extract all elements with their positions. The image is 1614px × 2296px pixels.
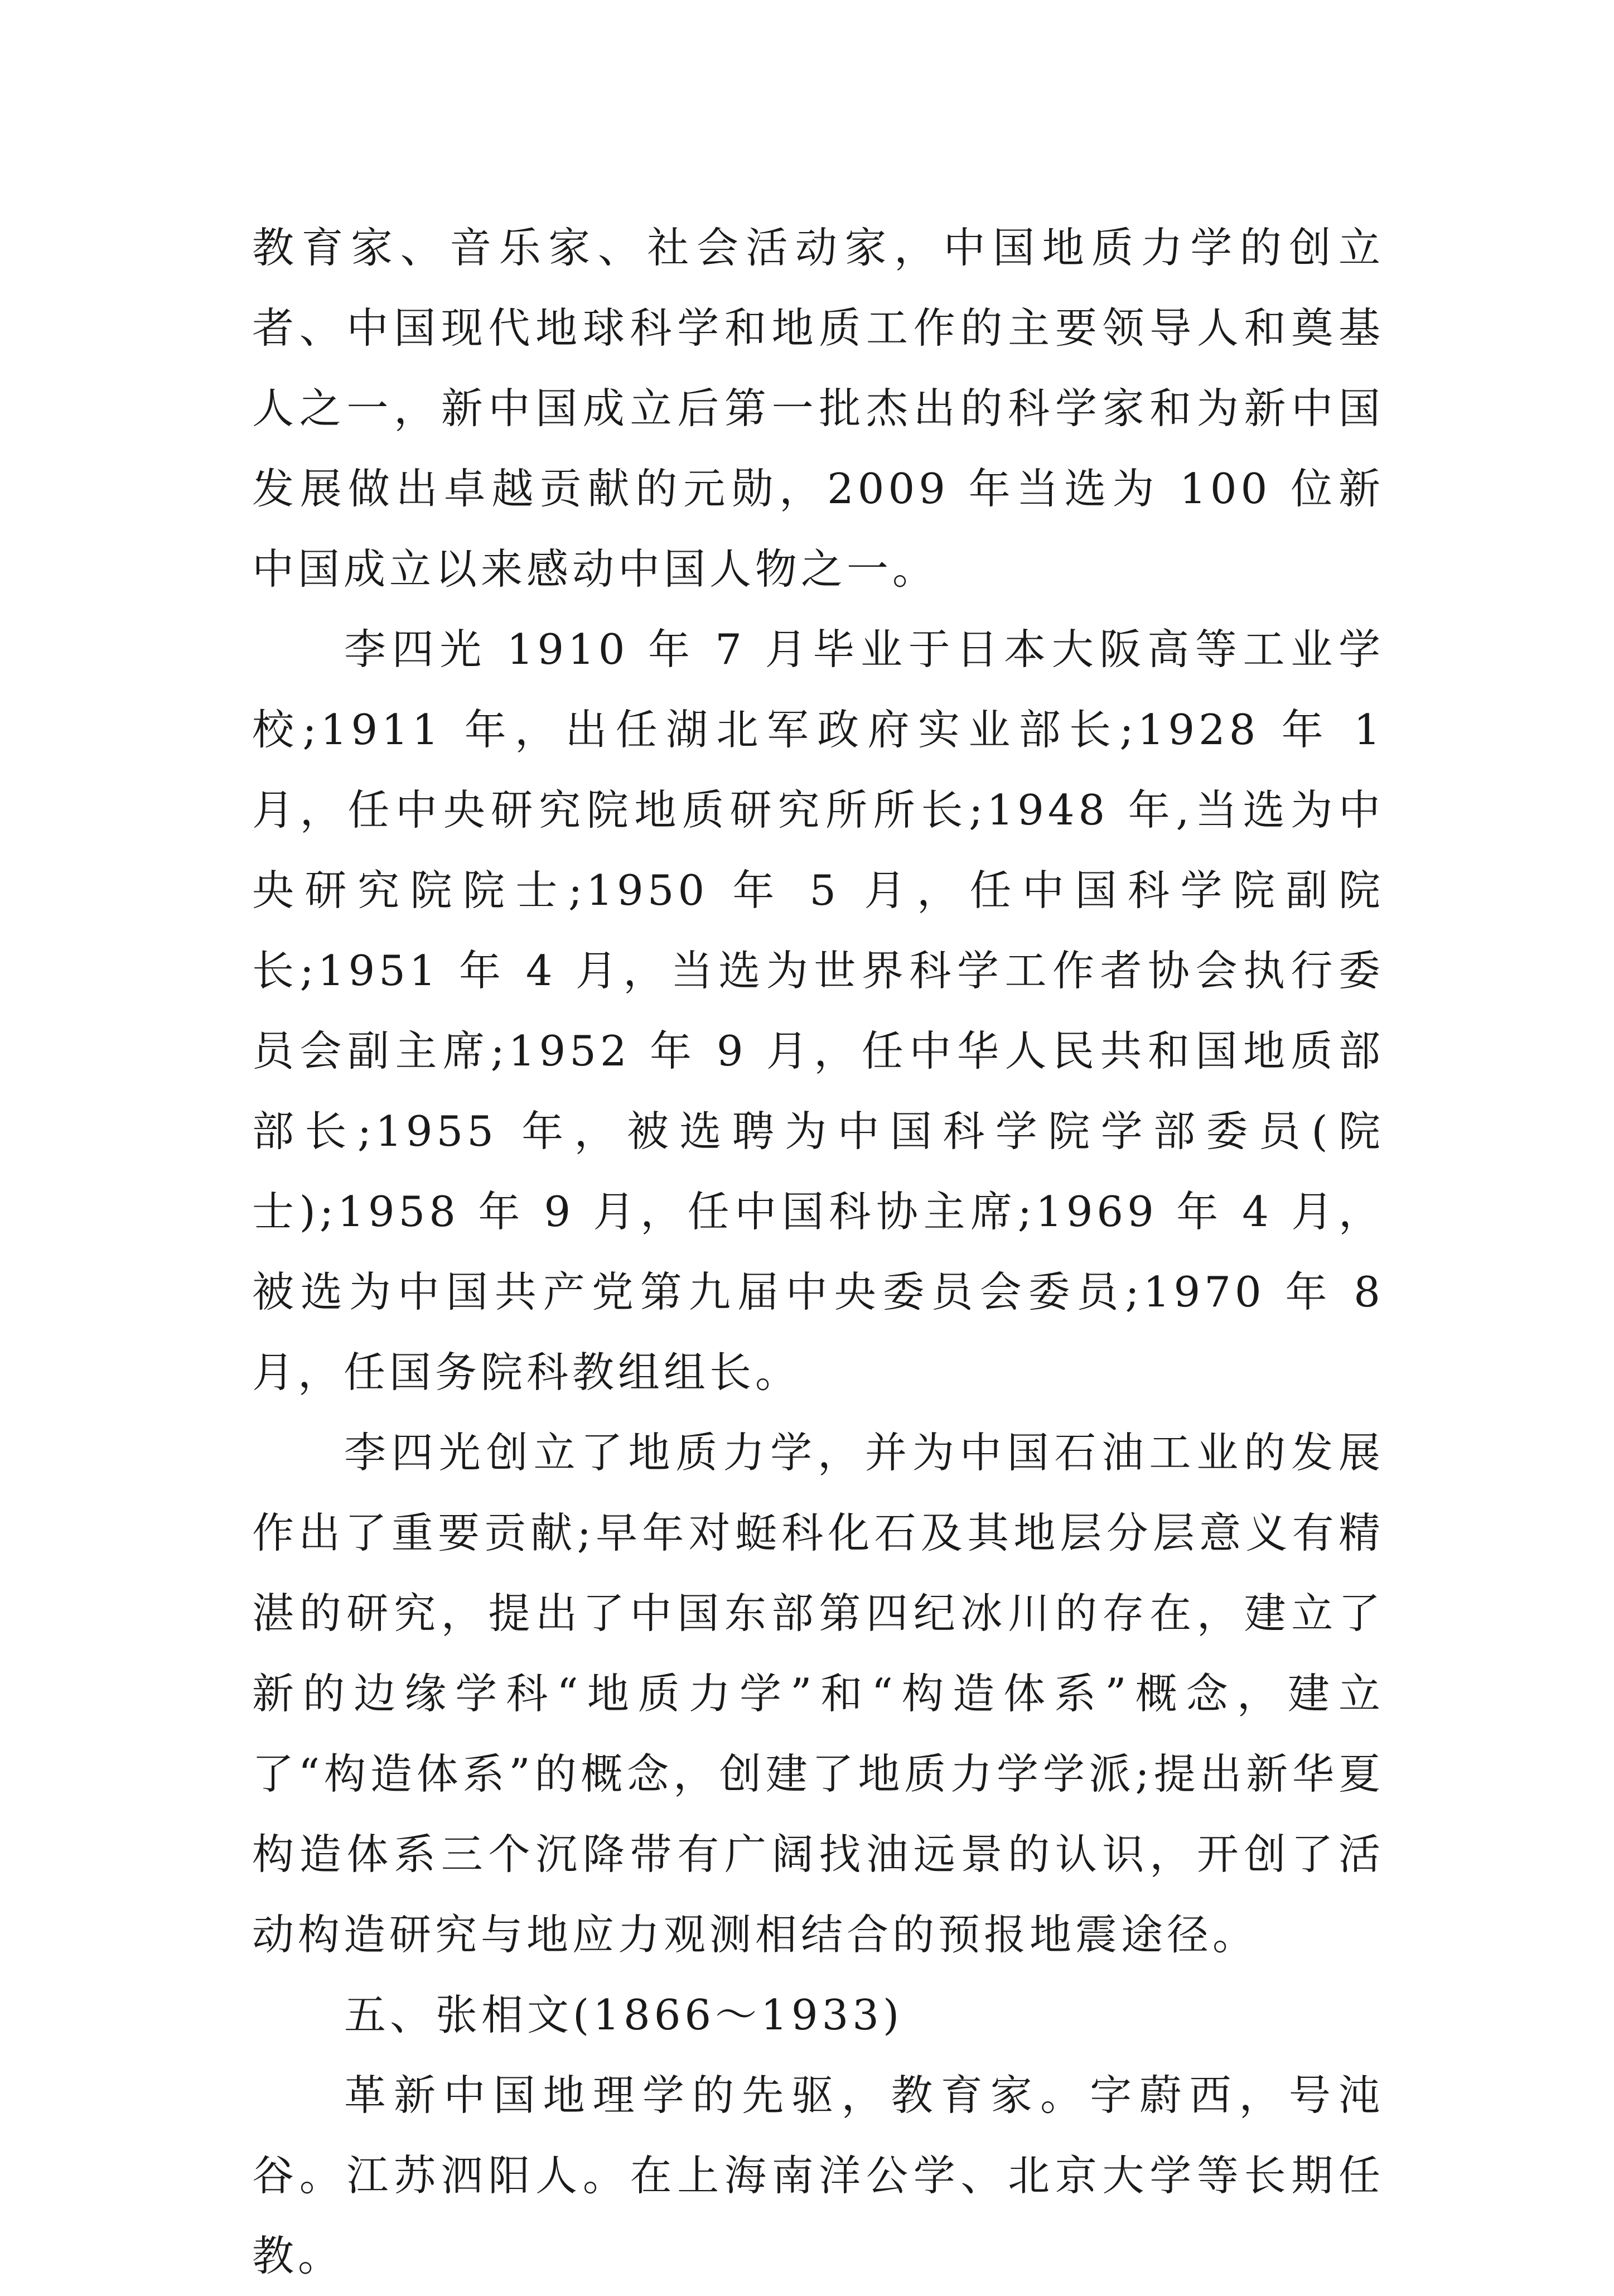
paragraph-career: 李四光 1910 年 7 月毕业于日本大阪高等工业学校;1911 年，出任湖北军政府实业部长;1928 年 1 月，任中央研究院地质研究所所长;1948 年,当选为中央研究院院士;1950 年 5 月，任中国科学院副院长;1951 年 4 月，当选为世界科学工作者协会执行委员会副主席;1952 年 9 月，任中华人民共和国地质部部长;1955 年，被选聘为中国科学院学部委员(院士);1958 年 9 月，任中国科协主席;1969 年 4 月，被选为中国共产党第九届中央委员会委员;1970 年 8 月，任国务院科教组组长。 (252, 625, 1384, 1397)
paragraph-zhang-xiangwen: 革新中国地理学的先驱，教育家。字蔚西，号沌谷。江苏泗阳人。在上海南洋公学、北京大学等长期任教。 (252, 2071, 1384, 2280)
section-heading-zhang-xiangwen: 五、张相文(1866～1933) (344, 1990, 903, 2039)
paragraph-intro-continued: 教育家、音乐家、社会活动家，中国地质力学的创立者、中国现代地球科学和地质工作的主要领导人和奠基人之一，新中国成立后第一批杰出的科学家和为新中国发展做出卓越贡献的元勋，2009 年当选为 100 位新中国成立以来感动中国人物之一。 (252, 223, 1384, 594)
paragraph-contributions: 李四光创立了地质力学，并为中国石油工业的发展作出了重要贡献;早年对蜓科化石及其地层分层意义有精湛的研究，提出了中国东部第四纪冰川的存在，建立了新的边缘学科“地质力学”和“构造体系”概念，建立了“构造体系”的概念，创建了地质力学学派;提出新华夏构造体系三个沉降带有广阔找油远景的认识，开创了活动构造研究与地应力观测相结合的预报地震途径。 (252, 1428, 1384, 1959)
body-text (252, 208, 1384, 2296)
